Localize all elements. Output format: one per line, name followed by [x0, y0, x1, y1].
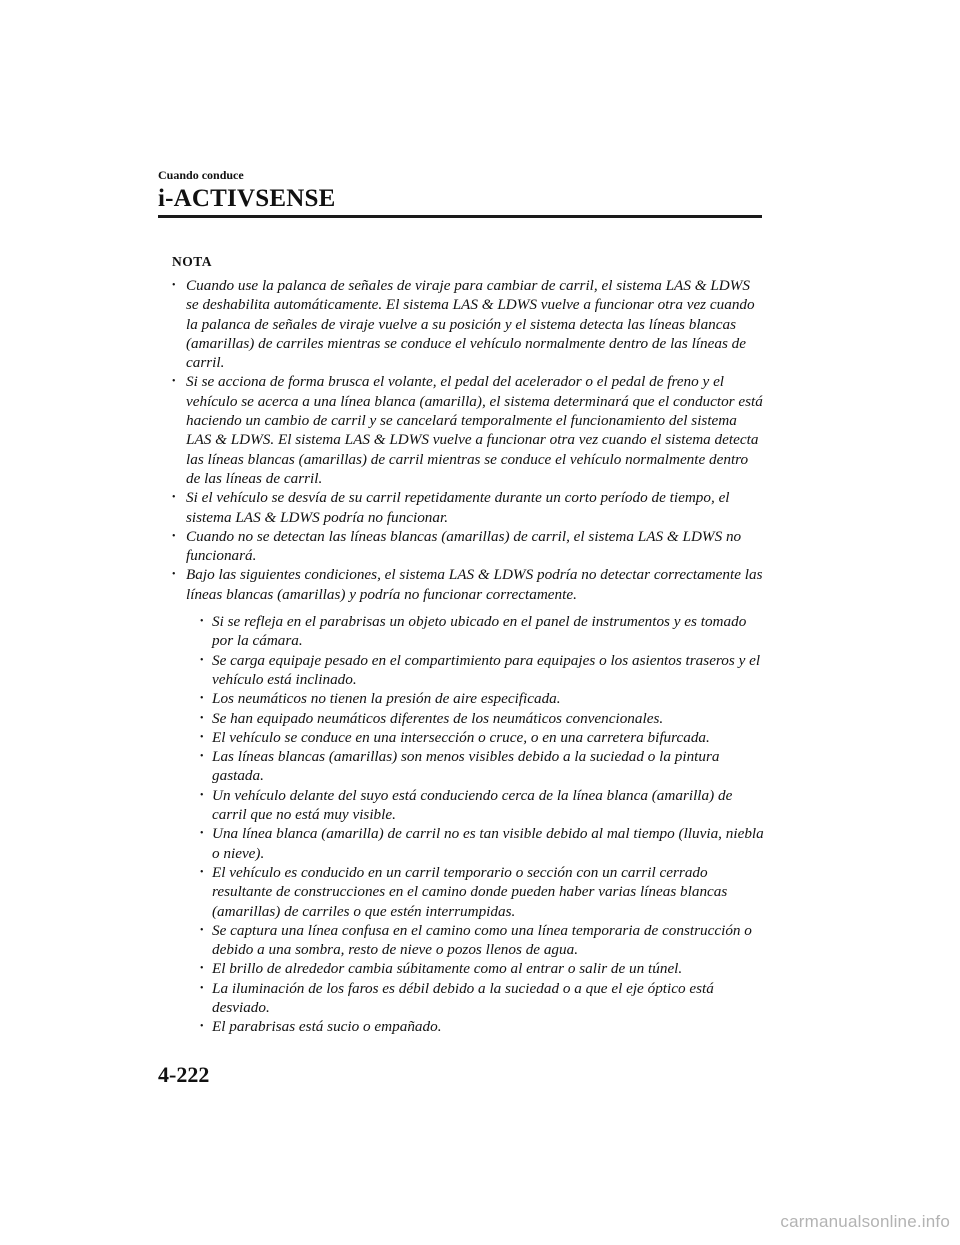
condition-item: • Los neumáticos no tienen la presión de aire especificada. [200, 689, 764, 708]
condition-item: • Las líneas blancas (amarillas) son menos visibles debido a la suciedad o la pintura gastada. [200, 747, 764, 786]
note-item-text: Bajo las siguientes condiciones, el sistema LAS & LDWS podría no detectar correctamente las líneas blancas (amarillas) y podría no funcionar correctamente. [186, 566, 763, 603]
note-label: NOTA [172, 254, 213, 269]
chapter-title: i-ACTIVSENSE [158, 185, 336, 212]
condition-item: • Se han equipado neumáticos diferentes de los neumáticos convencionales. [200, 709, 764, 728]
condition-item: • Una línea blanca (amarilla) de carril no es tan visible debido al mal tiempo (lluvia, niebla o nieve). [200, 824, 764, 863]
page-header [158, 168, 762, 214]
page-number: 4-222 [158, 1062, 210, 1087]
note-item: • Cuando no se detectan las líneas blancas (amarillas) de carril, el sistema LAS & LDWS no funcionará. [172, 527, 764, 566]
watermark-text: carmanualsonline.info [780, 1212, 950, 1231]
note-list [172, 276, 764, 1037]
condition-item: • El brillo de alrededor cambia súbitamente como al entrar o salir de un túnel. [200, 959, 764, 978]
condition-item: • El parabrisas está sucio o empañado. [200, 1017, 764, 1036]
note-item-conditions [172, 565, 764, 1036]
conditions-list [186, 612, 764, 1037]
condition-item: • La iluminación de los faros es débil debido a la suciedad o a que el eje óptico está desviado. [200, 979, 764, 1018]
note-item: • Cuando use la palanca de señales de viraje para cambiar de carril, el sistema LAS & LDWS se deshabilita automáticamente. El sistema LAS & LDWS vuelve a funcionar otra vez cuando la palanca de señales de viraje vuelve a su posición y el sistema detecta las líneas blancas (amarillas) de carriles mientras se conduce el vehículo normalmente dentro de las líneas de carril. [172, 276, 764, 372]
condition-item: • Un vehículo delante del suyo está conduciendo cerca de la línea blanca (amarilla) de carril que no está muy visible. [200, 786, 764, 825]
condition-item: • Se carga equipaje pesado en el compartimiento para equipajes o los asientos traseros y el vehículo está inclinado. [200, 651, 764, 690]
section-label: Cuando conduce [158, 168, 244, 182]
note-item: • Si el vehículo se desvía de su carril repetidamente durante un corto período de tiempo, el sistema LAS & LDWS podría no funcionar. [172, 488, 764, 527]
condition-item: • El vehículo es conducido en un carril temporario o sección con un carril cerrado resultante de construcciones en el camino donde pueden haber varias líneas blancas (amarillas) de carriles o que estén interrumpidas. [200, 863, 764, 921]
header-rule [158, 215, 762, 218]
note-item: • Si se acciona de forma brusca el volante, el pedal del acelerador o el pedal de freno y el vehículo se acerca a una línea blanca (amarilla), el sistema determinará que el conductor está haciendo un cambio de carril y se cancelará temporalmente el funcionamiento del sistema LAS & LDWS. El sistema LAS & LDWS vuelve a funcionar otra vez cuando el sistema detecta las líneas blancas (amarillas) de carril mientras se conduce el vehículo normalmente dentro de las líneas de carril. [172, 372, 764, 488]
condition-item: • Si se refleja en el parabrisas un objeto ubicado en el panel de instrumentos y es tomado por la cámara. [200, 612, 764, 651]
condition-item: • El vehículo se conduce en una intersección o cruce, o en una carretera bifurcada. [200, 728, 764, 747]
note-block [172, 252, 764, 1037]
condition-item: • Se captura una línea confusa en el camino como una línea temporaria de construcción o debido a una sombra, resto de nieve o pozos llenos de agua. [200, 921, 764, 960]
